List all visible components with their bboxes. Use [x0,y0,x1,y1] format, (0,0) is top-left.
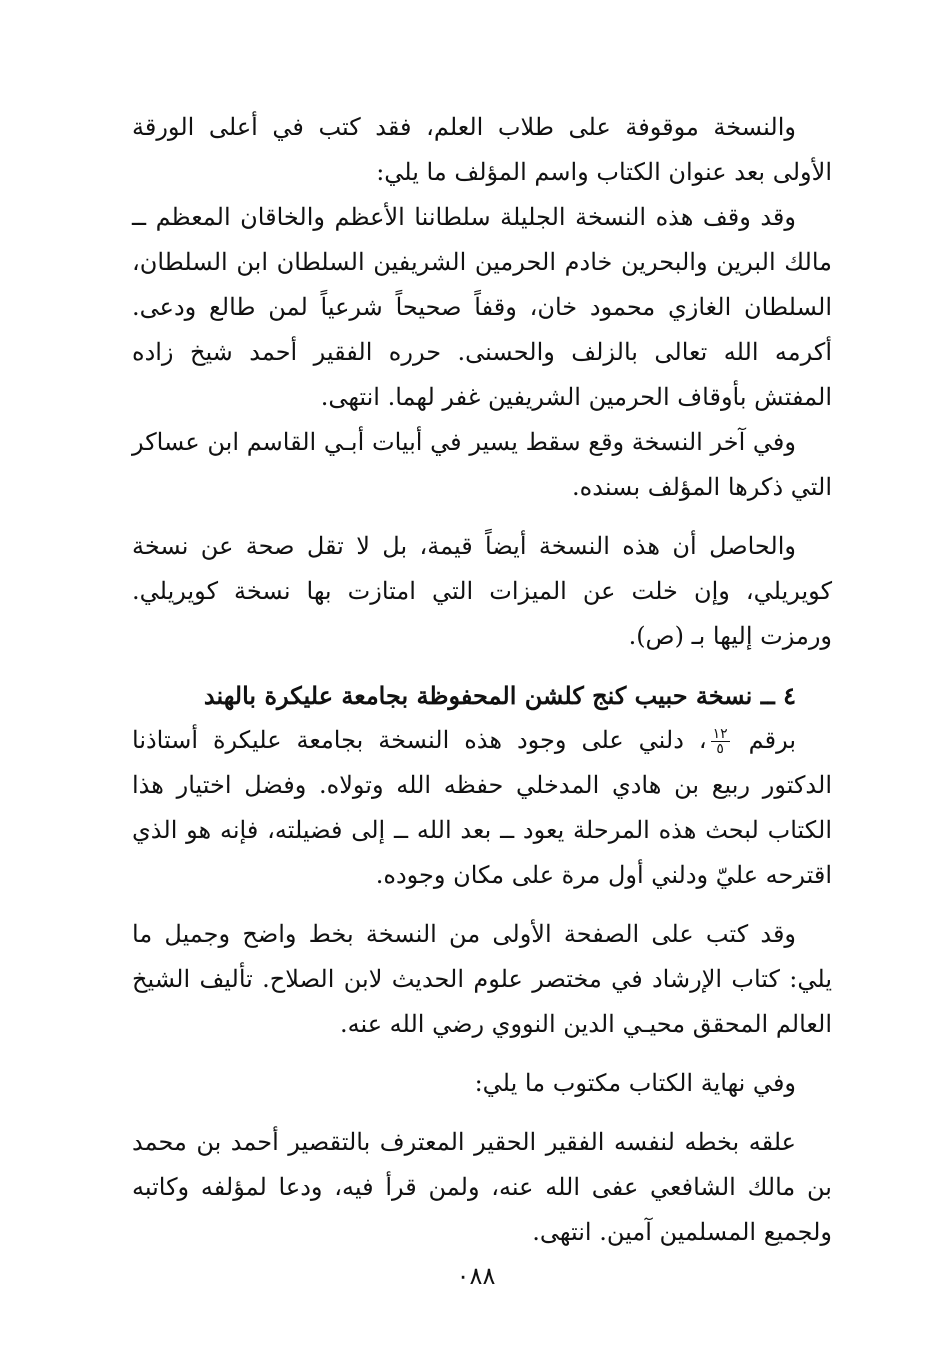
paragraph-aligarh [132,718,832,898]
fraction-numerator: ١٢ [712,726,728,742]
paragraph-aligarh-text: ، دلني على وجود هذه النسخة بجامعة عليكرة أستاذنا الدكتور ربيع بن هادي المدخلي حفظه الله وتولاه. وفضل اختيار هذا الكتاب لبحث هذه المرحلة يعود ــ بعد الله ــ إلى فضيلته، فإنه هو الذي اقترحه عليّ ودلني أول مرة على مكان وجوده. [132,726,832,889]
paragraph-conclusion: والحاصل أن هذه النسخة أيضاً قيمة، بل لا تقل صحة عن نسخة كويريلي، وإن خلت عن الميزات التي امتازت بها نسخة كويريلي. ورمزت إليها بـ (ص). [132,532,832,650]
section-heading: ٤ ــ نسخة حبيب كنج كلشن المحفوظة بجامعة عليكرة بالهند [203,681,796,710]
paragraph-colophon: علقه بخطه لنفسه الفقير الحقير المعترف بالتقصير أحمد بن محمد بن مالك الشافعي عفى الله عنه، ولمن قرأ فيه، ودعا لمؤلفه وكاتبه ولجميع المسلمين آمين. انتهى. [132,1128,832,1246]
paragraph-end-note-intro: وفي نهاية الكتاب مكتوب ما يلي: [474,1069,796,1097]
catalog-fraction [711,727,730,756]
paragraph-manuscript-gap: وفي آخر النسخة وقع سقط يسير في أبيات أبـي القاسم ابن عساكر التي ذكرها المؤلف بسنده. [132,428,832,501]
paragraph-first-page-title: وقد كتب على الصفحة الأولى من النسخة بخط واضح وجميل ما يلي: كتاب الإرشاد في مختصر علوم الحديث لابن الصلاح. تأليف الشيخ العالم المحقق محيـي الدين النووي رضي الله عنه. [132,920,832,1038]
paragraph-endowment-text: وقد وقف هذه النسخة الجليلة سلطاننا الأعظم والخاقان المعظم ــ مالك البرين والبحرين خادم الحرمين الشريفين السلطان ابن السلطان، السلطان الغازي محمود خان، وقفاً صحيحاً شرعياً لمن طالع ودعى. أكرمه الله تعالى بالزلف والحسنى. حرره الفقير أحمد شيخ زاده المفتش بأوقاف الحرمين الشريفين غفر لهما. انتهى. [132,203,832,411]
page-number: ٠٨٨ [456,1262,496,1290]
number-label: برقم [748,726,797,754]
paragraph-endowment-intro: والنسخة موقوفة على طلاب العلم، فقد كتب في أعلى الورقة الأولى بعد عنوان الكتاب واسم المؤلف ما يلي: [132,113,832,186]
fraction-denominator: ٥ [716,741,724,757]
body-text [132,105,832,1255]
